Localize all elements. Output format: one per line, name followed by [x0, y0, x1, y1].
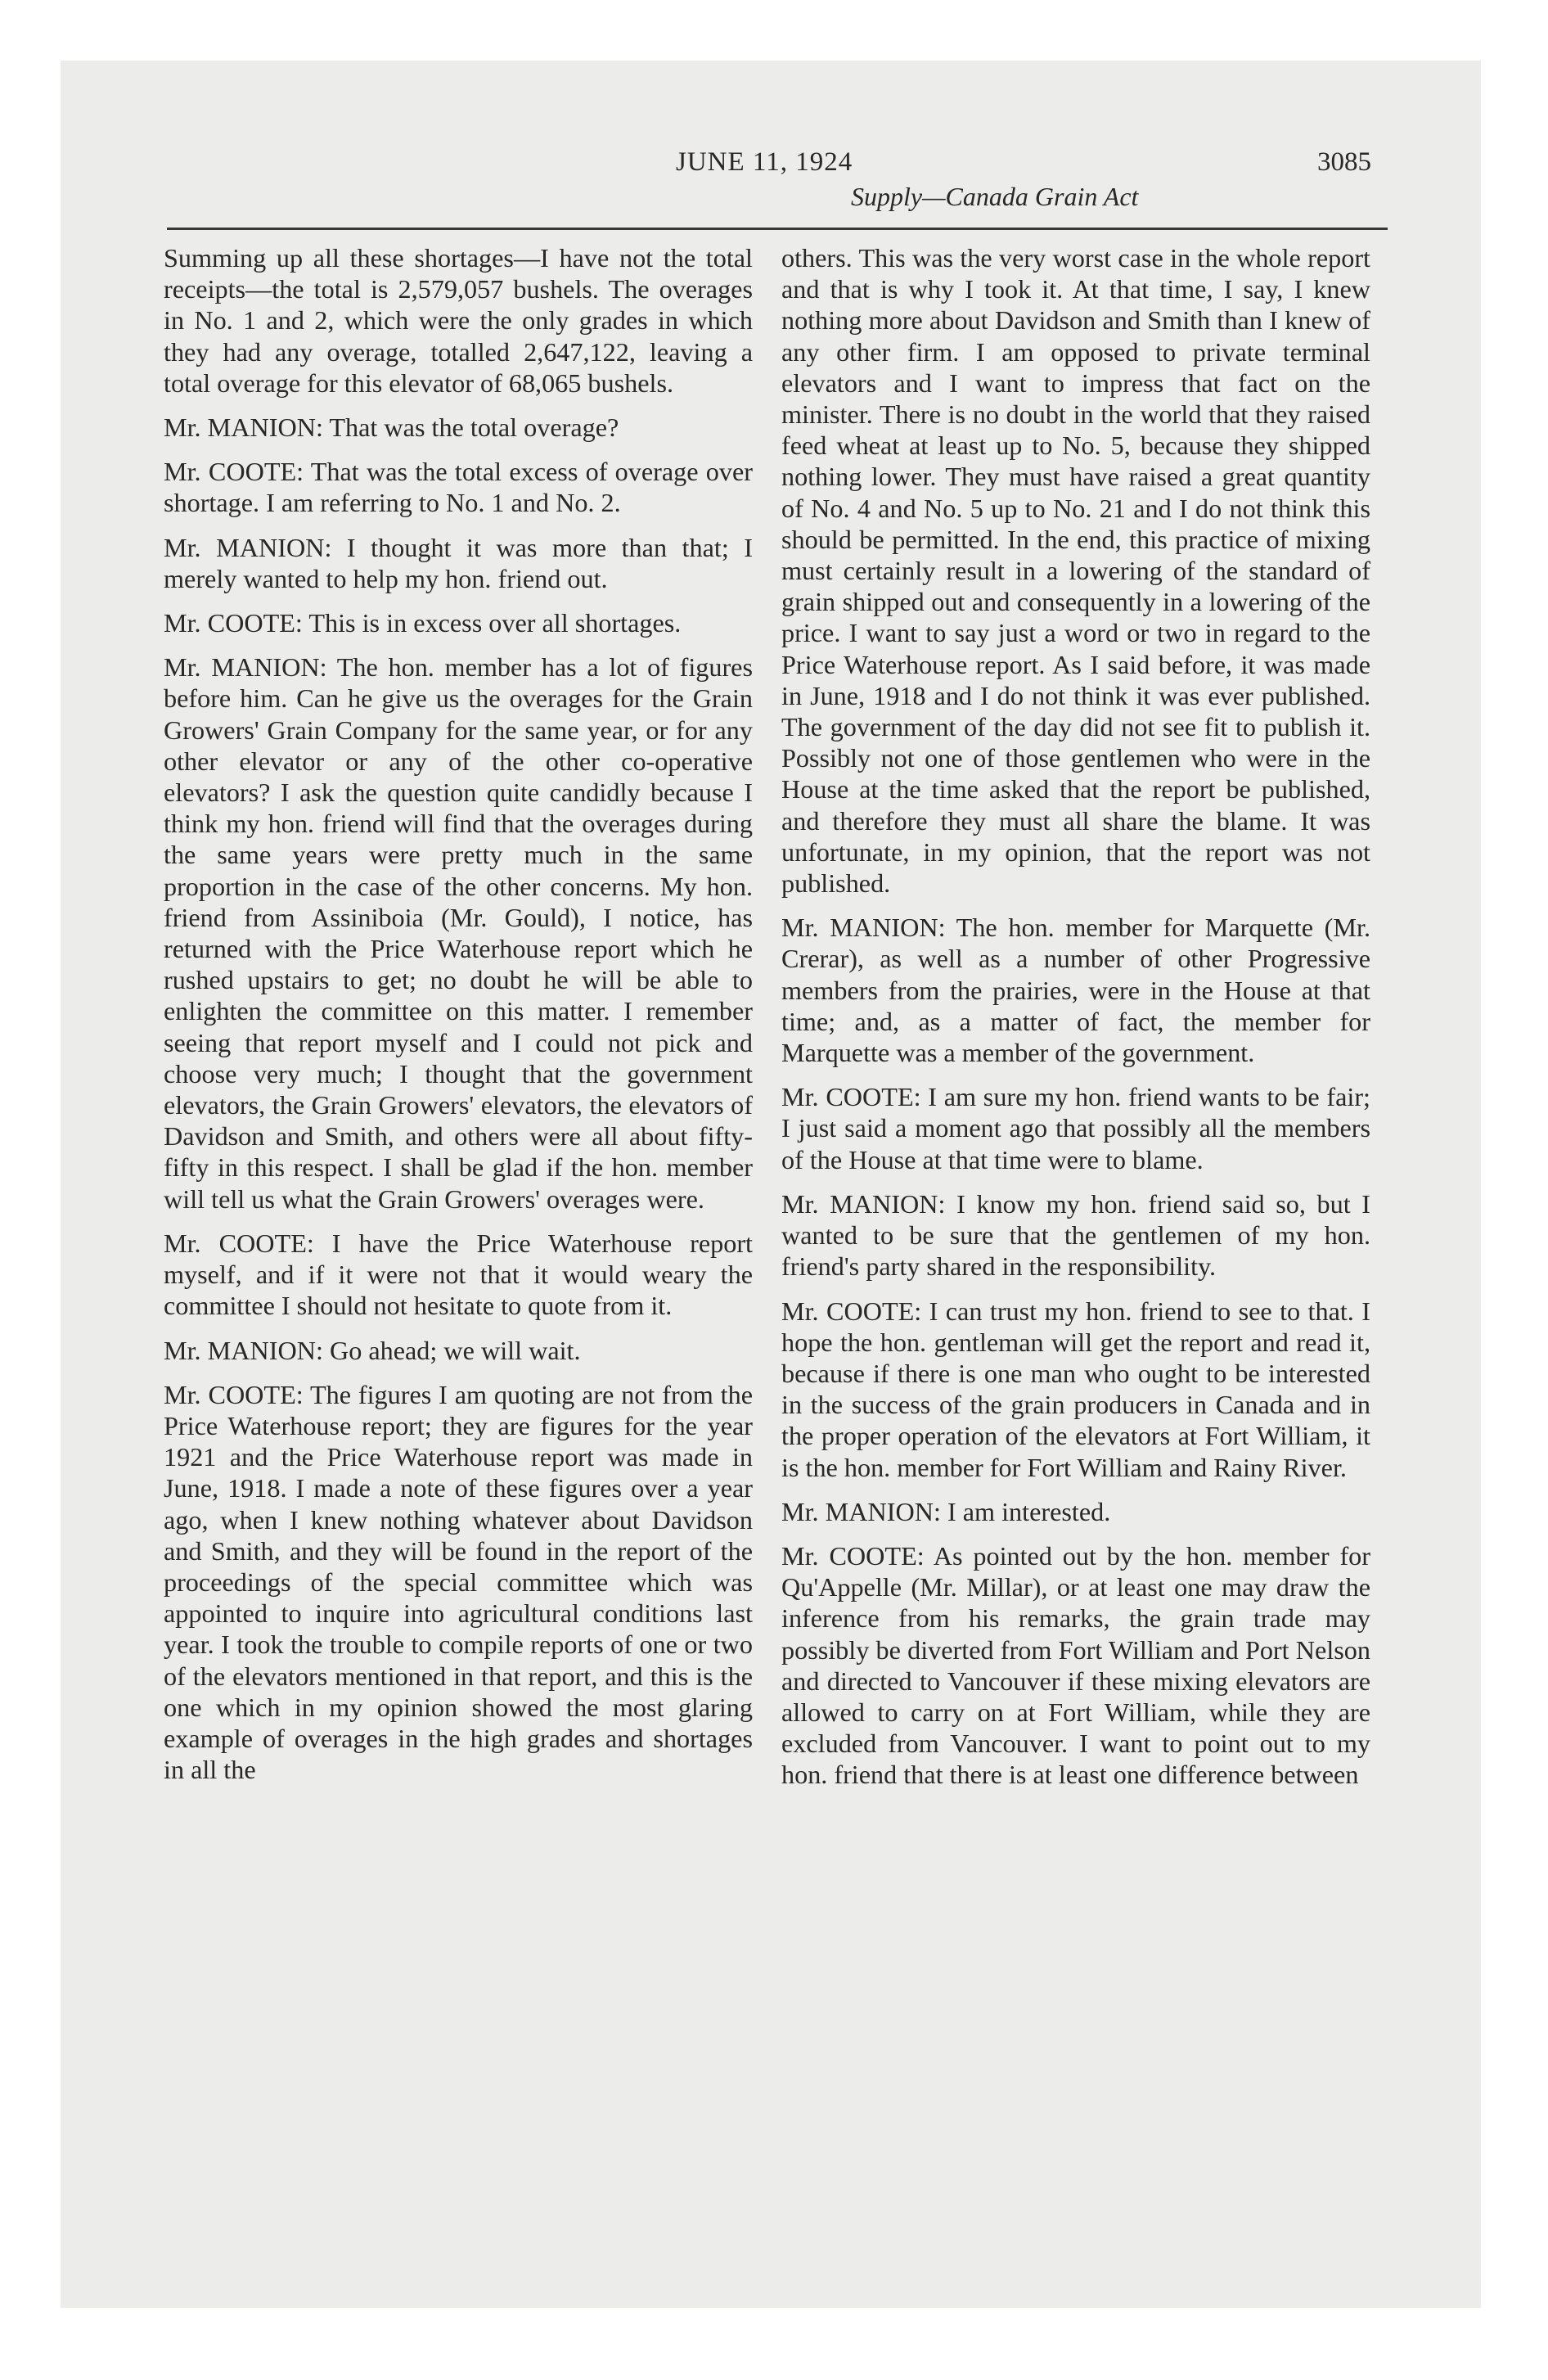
paragraph: Mr. COOTE: I am sure my hon. friend wants to be fair; I just said a moment ago that possibly all the members of the House at that time were to blame.: [781, 1082, 1370, 1174]
paragraph: Mr. COOTE: I have the Price Waterhouse report myself, and if it were not that it would weary the committee I should not hesitate to quote from it.: [164, 1228, 753, 1321]
page-number: 3085: [1317, 147, 1371, 177]
paragraph: Mr. MANION: The hon. member for Marquette (Mr. Crerar), as well as a number of other Progressive members from the prairies, were in the House at that time; and, as a matter of fact, the member for Marquette was a member of the government.: [781, 913, 1370, 1068]
paragraph: others. This was the very worst case in the whole report and that is why I took it. At that time, I say, I knew nothing more about Davidson and Smith than I knew of any other firm. I am opposed to private terminal elevators and I want to impress that fact on the minister. There is no doubt in the world that they raised feed wheat at least up to No. 5, because they shipped nothing lower. They must have raised a great quantity of No. 4 and No. 5 up to No. 21 and I do not think this should be permitted. In the end, this practice of mixing must certainly result in a lowering of the standard of grain shipped out and consequently in a lowering of the price. I want to say just a word or two in regard to the Price Waterhouse report. As I said before, it was made in June, 1918 and I do not think it was ever published. The government of the day did not see fit to publish it. Possibly not one of those gentlemen who were in the House at the time asked that the report be published, and therefore they must all share the blame. It was unfortunate, in my opinion, that the report was not published.: [781, 243, 1370, 899]
paragraph: Mr. COOTE: The figures I am quoting are not from the Price Waterhouse report; they are figures for the year 1921 and the Price Waterhouse report was made in June, 1918. I made a note of these figures over a year ago, when I knew nothing whatever about Davidson and Smith, and they will be found in the report of the proceedings of the special committee which was appointed to inquire into agricultural conditions last year. I took the trouble to compile reports of one or two of the elevators mentioned in that report, and this is the one which in my opinion showed the most glaring example of overages in the high grades and shortages in all the: [164, 1379, 753, 1785]
right-column: [781, 242, 1370, 1804]
header-rule: [167, 228, 1388, 230]
paragraph: Mr. COOTE: That was the total excess of overage over shortage. I am referring to No. 1 and No. 2.: [164, 457, 753, 518]
paragraph: Mr. MANION: Go ahead; we will wait.: [164, 1335, 581, 1365]
header-date: JUNE 11, 1924: [676, 147, 853, 177]
paragraph: Mr. MANION: The hon. member has a lot of figures before him. Can he give us the overages for the Grain Growers' Grain Company for the same year, or for any other elevator or any of the other co-operative elevators? I ask the question quite candidly because I think my hon. friend will find that the overages during the same years were pretty much in the same proportion in the case of the other concerns. My hon. friend from Assiniboia (Mr. Gould), I notice, has returned with the Price Waterhouse report which he rushed upstairs to get; no doubt he will be able to enlighten the committee on this matter. I remember seeing that report myself and I could not pick and choose very much; I thought that the government elevators, the Grain Growers' elevators, the elevators of Davidson and Smith, and others were all about fifty-fifty in this respect. I shall be glad if the hon. member will tell us what the Grain Growers' overages were.: [164, 652, 753, 1214]
paragraph: Mr. COOTE: I can trust my hon. friend to see to that. I hope the hon. gentleman will get the report and read it, because if there is one man who ought to be interested in the success of the grain producers in Canada and in the proper operation of the elevators at Fort William, it is the hon. member for Fort William and Rainy River.: [781, 1296, 1370, 1482]
left-column: [164, 242, 753, 1798]
paragraph: Mr. COOTE: This is in excess over all shortages.: [164, 608, 682, 638]
paragraph: Mr. MANION: I know my hon. friend said so, but I wanted to be sure that the gentlemen of my hon. friend's party shared in the responsibility.: [781, 1188, 1370, 1282]
paragraph: Mr. MANION: I am interested.: [781, 1496, 1111, 1526]
paragraph: Mr. MANION: That was the total overage?: [164, 412, 619, 443]
paragraph: Mr. COOTE: As pointed out by the hon. member for Qu'Appelle (Mr. Millar), or at least one may draw the inference from his remarks, the grain trade may possibly be diverted from Fort William and Port Nelson and directed to Vancouver if these mixing elevators are allowed to carry on at Fort William, while they are excluded from Vancouver. I want to point out to my hon. friend that there is at least one difference between: [781, 1540, 1370, 1790]
paragraph: Mr. MANION: I thought it was more than that; I merely wanted to help my hon. friend out.: [164, 532, 753, 593]
paragraph: Summing up all these shortages—I have not the total receipts—the total is 2,579,057 bushels. The overages in No. 1 and 2, which were the only grades in which they had any overage, totalled 2,647,122, leaving a total overage for this elevator of 68,065 bushels.: [164, 243, 753, 398]
header-subject: Supply—Canada Grain Act: [851, 182, 1139, 211]
